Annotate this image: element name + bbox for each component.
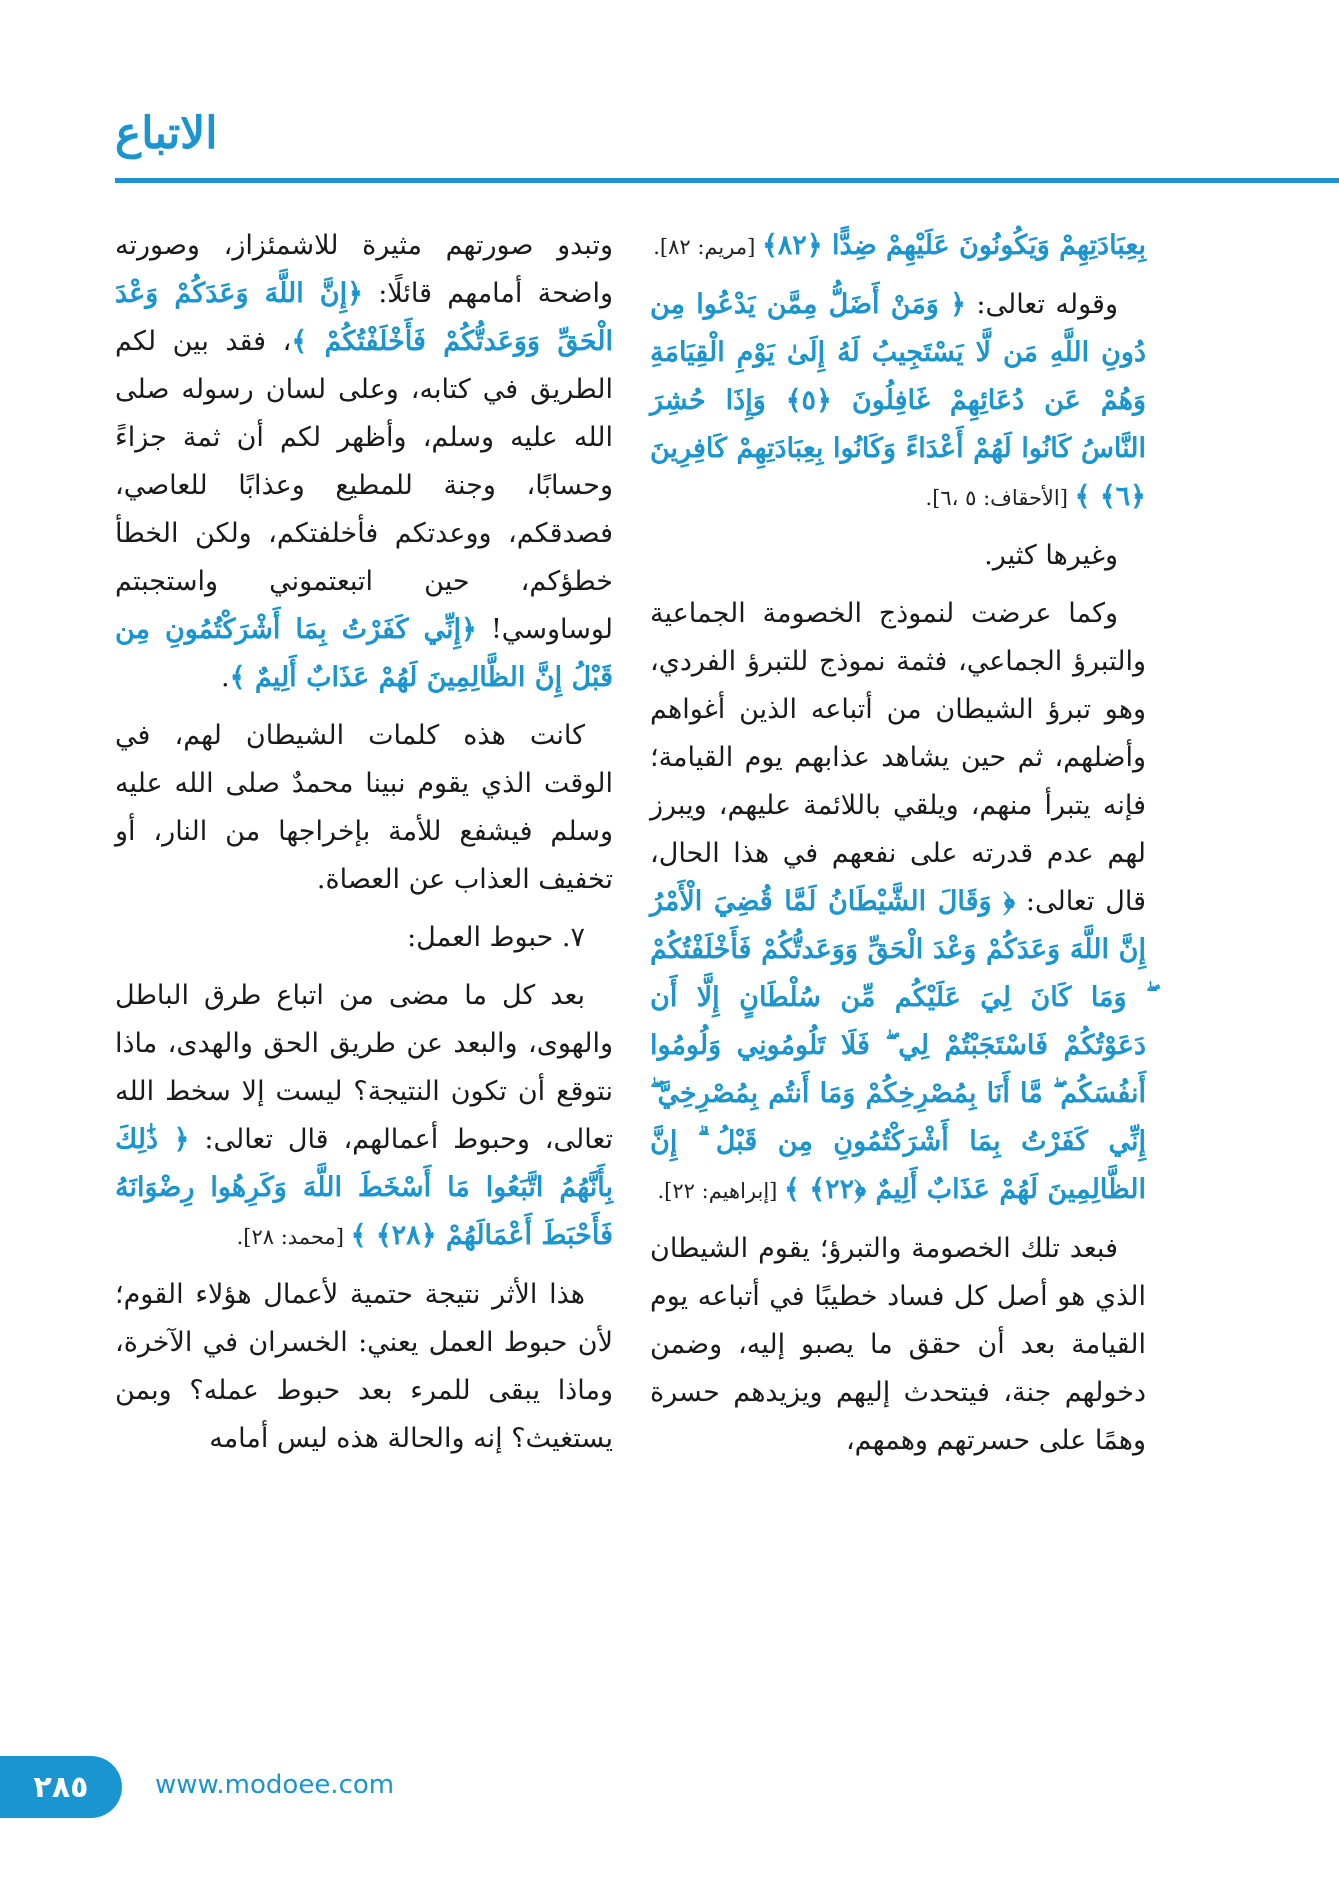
- paragraph: [115, 972, 613, 1261]
- body-text: ، فقد بين لكم الطريق في كتابه، وعلى لسان رسوله صلى الله عليه وسلم، وأظهر لكم أن ثمة جزاءً وحسابًا، وجنة للمطيع وعذابًا للعاصي، فصدقكم، ووعدتكم فأخلفتكم، ولكن الخطأ خطؤكم، حين اتبعتموني واستجبتم لوساوسي!: [115, 326, 614, 645]
- quran-verse: ﴿ وَقَالَ الشَّيْطَانُ لَمَّا قُضِيَ الْأَمْرُ إِنَّ اللَّهَ وَعَدَكُمْ وَعْدَ الْحَقِّ وَوَعَدتُّكُمْ فَأَخْلَفْتُكُمْ ۖ وَمَا كَانَ لِيَ عَلَيْكُم مِّن سُلْطَانٍ إِلَّا أَن دَعَوْتُكُمْ فَاسْتَجَبْتُمْ لِي ۖ فَلَا تَلُومُونِي وَلُومُوا أَنفُسَكُم ۖ مَّا أَنَا بِمُصْرِخِكُمْ وَمَا أَنتُم بِمُصْرِخِيَّ ۖ إِنِّي كَفَرْتُ بِمَا أَشْرَكْتُمُونِ مِن قَبْلُ ۗ إِنَّ الظَّالِمِينَ لَهُمْ عَذَابٌ أَلِيمٌ ﴿٢٢﴾ ﴾: [650, 886, 1146, 1205]
- body-text: وغيرها كثير.: [984, 540, 1118, 571]
- paragraph: [650, 532, 1146, 580]
- body-text: فبعد تلك الخصومة والتبرؤ؛ يقوم الشيطان الذي هو أصل كل فساد خطيبًا في أتباعه يوم القيامة بعد أن حقق ما يصبو إليه، وضمن دخولهم جنة، فيتحدث إليهم ويزيدهم حسرة وهمًا على حسرتهم وهمهم،: [650, 1233, 1146, 1456]
- quran-verse: ﴿إِنَّ اللَّهَ وَعَدَكُمْ وَعْدَ الْحَقِّ وَوَعَدتُّكُمْ فَأَخْلَفْتُكُمْ ﴾: [115, 278, 613, 357]
- paragraph: [115, 1271, 613, 1463]
- verse-reference: [الأحقاف: ٥ ،٦].: [925, 486, 1075, 510]
- verse-reference: [إبراهيم: ٢٢].: [657, 1179, 785, 1203]
- verse-reference: [مريم: ٨٢].: [653, 235, 762, 259]
- body-text: هذا الأثر نتيجة حتمية لأعمال هؤلاء القوم؛ لأن حبوط العمل يعني: الخسران في الآخرة، وماذا يبقى للمرء بعد حبوط عمله؟ وبمن يستغيث؟ إنه والحالة هذه ليس أمامه: [115, 1279, 613, 1454]
- quran-verse: ﴿إِنِّي كَفَرْتُ بِمَا أَشْرَكْتُمُونِ مِن قَبْلُ إِنَّ الظَّالِمِينَ لَهُمْ عَذَابٌ أَلِيمٌ ﴾: [115, 614, 613, 693]
- quran-verse: ﴿ ذَٰلِكَ بِأَنَّهُمُ اتَّبَعُوا مَا أَسْخَطَ اللَّهَ وَكَرِهُوا رِضْوَانَهُ فَأَحْبَطَ أَعْمَالَهُمْ ﴿٢٨﴾ ﴾: [115, 1124, 613, 1251]
- right-column: [650, 222, 1146, 1475]
- left-column: [115, 222, 613, 1473]
- paragraph: [650, 222, 1146, 271]
- verse-reference: [محمد: ٢٨].: [236, 1225, 351, 1249]
- paragraph: [650, 281, 1146, 522]
- website-link[interactable]: www.modoee.com: [155, 1770, 395, 1800]
- paragraph: [115, 222, 613, 702]
- page-header-title: الاتباع: [115, 108, 218, 159]
- header-divider: [115, 178, 1339, 183]
- quran-verse: ﴿ وَمَنْ أَضَلُّ مِمَّن يَدْعُوا مِن دُونِ اللَّهِ مَن لَّا يَسْتَجِيبُ لَهُ إِلَىٰ يَوْمِ الْقِيَامَةِ وَهُمْ عَن دُعَائِهِمْ غَافِلُونَ ﴿٥﴾ وَإِذَا حُشِرَ النَّاسُ كَانُوا لَهُمْ أَعْدَاءً وَكَانُوا بِعِبَادَتِهِمْ كَافِرِينَ ﴿٦﴾ ﴾: [650, 289, 1147, 512]
- paragraph: [115, 712, 613, 904]
- body-text: وقوله تعالى:: [965, 289, 1119, 320]
- heading-text: ٧. حبوط العمل:: [407, 922, 585, 953]
- body-text: بعد كل ما مضى من اتباع طرق الباطل والهوى، والبعد عن طريق الحق والهدى، ماذا نتوقع أن تكون النتيجة؟ ليست إلا سخط الله تعالى، وحبوط أعمالهم، قال تعالى:: [115, 980, 613, 1155]
- body-text: وكما عرضت لنموذج الخصومة الجماعية والتبرؤ الجماعي، فثمة نموذج للتبرؤ الفردي، وهو تبرؤ الشيطان من أتباعه الذين أغواهم وأضلهم، ثم حين يشاهد عذابهم يوم القيامة؛ فإنه يتبرأ منهم، ويلقي باللائمة عليهم، ويبرز لهم عدم قدرته على نفعهم في هذا الحال، قال تعالى:: [650, 598, 1146, 917]
- body-text: كانت هذه كلمات الشيطان لهم، في الوقت الذي يقوم نبينا محمدٌ صلى الله عليه وسلم فيشفع للأمة بإخراجها من النار، أو تخفيف العذاب عن العصاة.: [115, 720, 613, 895]
- paragraph: [650, 590, 1146, 1215]
- body-text: .: [221, 662, 230, 693]
- body-text: وتبدو صورتهم مثيرة للاشمئزاز، وصورته واضحة أمامهم قائلًا:: [115, 230, 613, 309]
- quran-verse: بِعِبَادَتِهِمْ وَيَكُونُونَ عَلَيْهِمْ ضِدًّا ﴿٨٢﴾: [761, 230, 1146, 261]
- page-number: ٢٨٥: [0, 1756, 122, 1818]
- section-heading: [115, 914, 613, 962]
- paragraph: [650, 1225, 1146, 1465]
